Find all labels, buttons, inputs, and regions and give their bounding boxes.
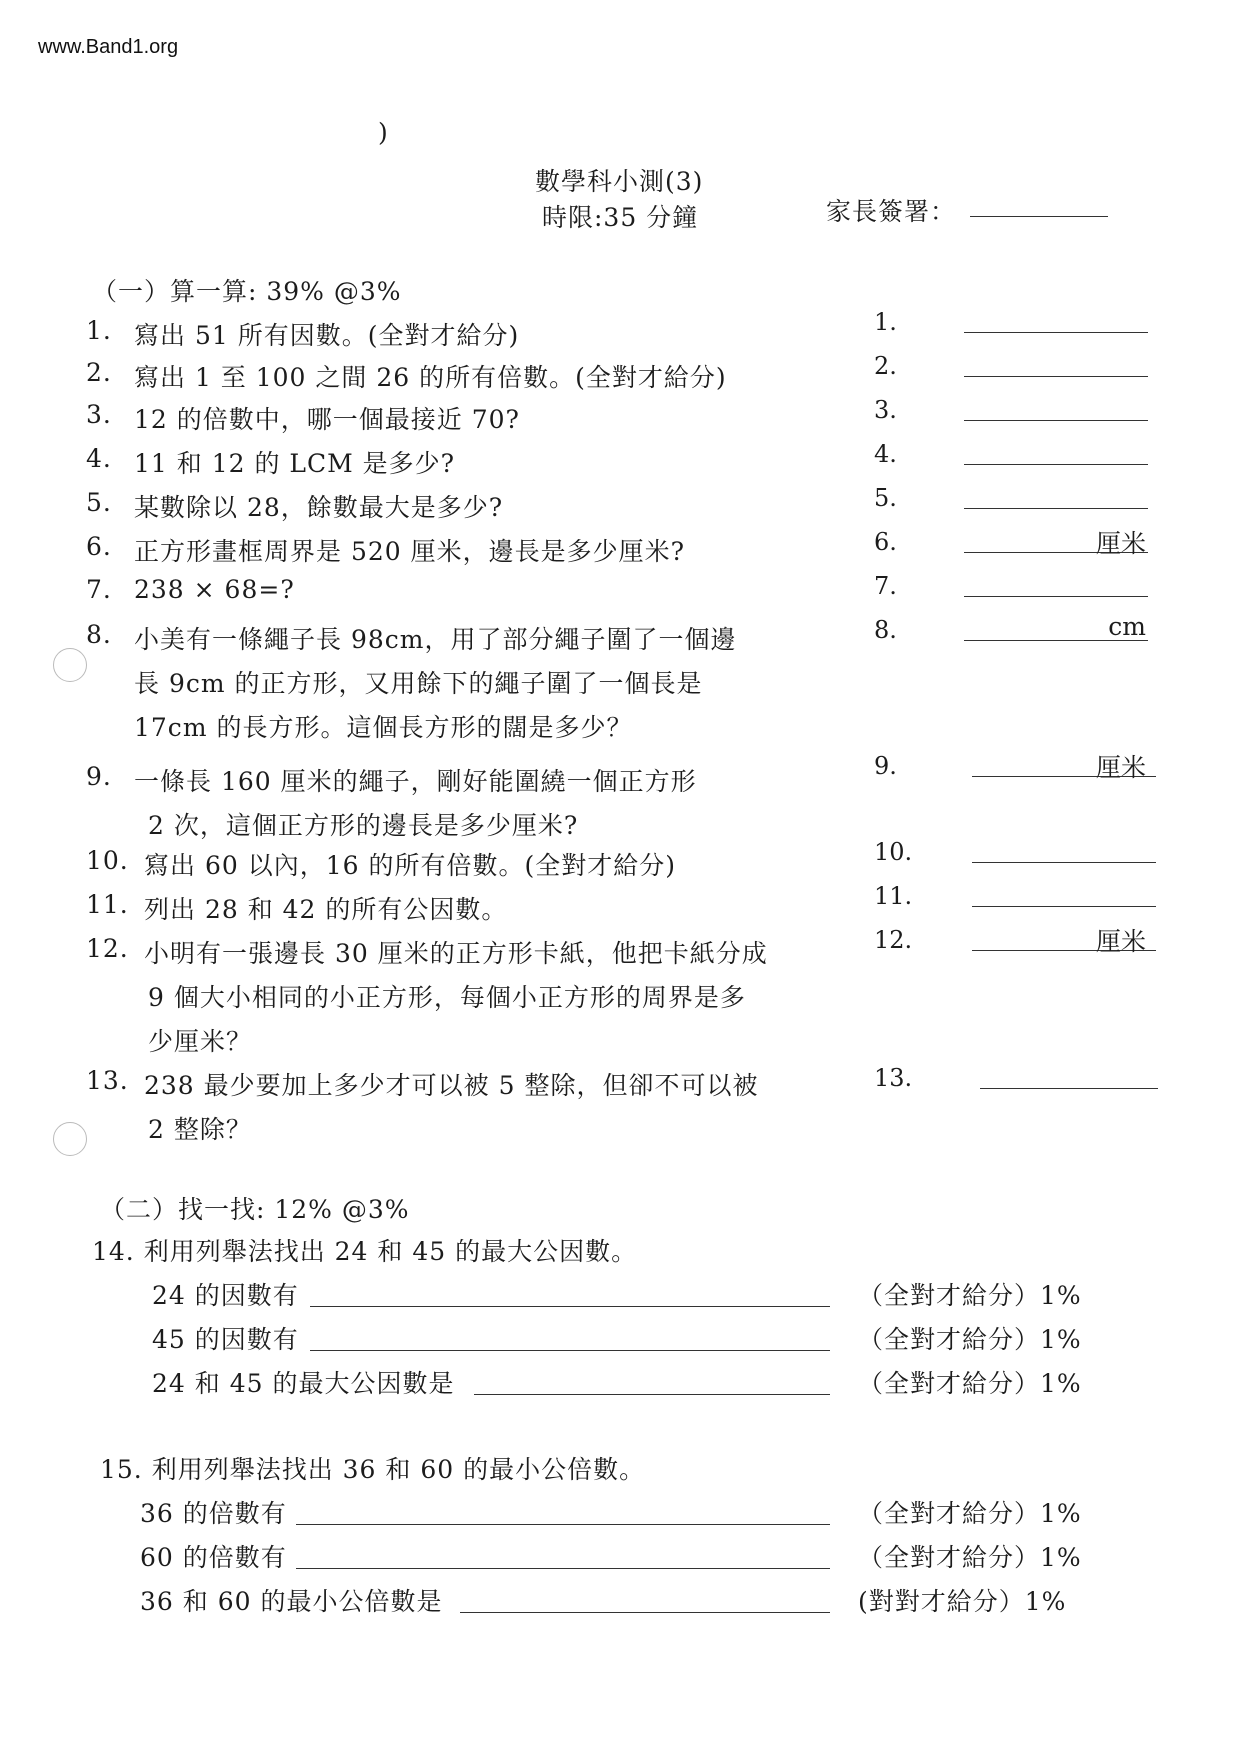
- answer-number: 8.: [874, 616, 897, 644]
- section1-heading: （一）算一算: 39% @3%: [92, 277, 402, 306]
- punch-hole: [53, 1122, 87, 1156]
- question-text: 某數除以 28，餘數最大是多少?: [134, 493, 504, 522]
- question-text: 238 × 68=?: [134, 575, 295, 604]
- question-text: 238 最少要加上多少才可以被 5 整除，但卻不可以被: [144, 1071, 759, 1100]
- parent-sign-label: 家長簽署：: [826, 197, 957, 226]
- fill-label: 36 的倍數有: [140, 1499, 287, 1528]
- fill-label: 45 的因數有: [152, 1325, 299, 1354]
- question-text: 少厘米？: [148, 1027, 253, 1056]
- question-number: 9.: [86, 762, 112, 791]
- answer-line[interactable]: [964, 376, 1148, 377]
- mark-note: （全對才給分）1%: [858, 1325, 1082, 1354]
- mark-note: （全對才給分）1%: [858, 1543, 1082, 1572]
- answer-unit: cm: [1108, 612, 1146, 641]
- question-text: 一條長 160 厘米的繩子，剛好能圍繞一個正方形: [134, 767, 697, 796]
- question-text: 小明有一張邊長 30 厘米的正方形卡紙，他把卡紙分成: [144, 939, 768, 968]
- site-watermark: www.Band1.org: [38, 36, 179, 58]
- section2-heading: （二）找一找: 12% @3%: [100, 1195, 410, 1224]
- question-text: 小美有一條繩子長 98cm，用了部分繩子圍了一個邊: [134, 625, 737, 654]
- question-number: 7.: [86, 575, 112, 604]
- answer-line[interactable]: [964, 332, 1148, 333]
- answer-line[interactable]: [964, 464, 1148, 465]
- answer-number: 12.: [874, 926, 913, 954]
- parent-sign-line[interactable]: [970, 216, 1108, 217]
- answer-number: 6.: [874, 528, 897, 556]
- fill-line[interactable]: [310, 1350, 830, 1351]
- question-text: 寫出 51 所有因數。(全對才給分): [134, 321, 520, 350]
- q15-title: 15. 利用列舉法找出 36 和 60 的最小公倍數。: [100, 1455, 646, 1484]
- stray-parenthesis: ): [378, 118, 389, 147]
- answer-number: 1.: [874, 308, 897, 336]
- fill-label: 24 和 45 的最大公因數是: [152, 1369, 455, 1398]
- fill-line[interactable]: [310, 1306, 830, 1307]
- answer-number: 5.: [874, 484, 897, 512]
- question-text: 9 個大小相同的小正方形，每個小正方形的周界是多: [148, 983, 746, 1012]
- answer-unit: 厘米: [1095, 753, 1146, 782]
- question-number: 3.: [86, 400, 112, 429]
- question-text: 2 整除？: [148, 1115, 252, 1144]
- answer-line[interactable]: [964, 420, 1148, 421]
- mark-note: （全對才給分）1%: [858, 1369, 1082, 1398]
- answer-number: 4.: [874, 440, 897, 468]
- question-text: 長 9cm 的正方形，又用餘下的繩子圍了一個長是: [134, 669, 703, 698]
- question-number: 13.: [86, 1066, 129, 1095]
- answer-unit: 厘米: [1095, 927, 1146, 956]
- fill-label: 24 的因數有: [152, 1281, 299, 1310]
- page-title: 數學科小測(3): [535, 167, 704, 196]
- question-number: 6.: [86, 532, 112, 561]
- question-text: 12 的倍數中，哪一個最接近 70?: [134, 405, 520, 434]
- time-limit: 時限:35 分鐘: [542, 203, 699, 232]
- answer-number: 2.: [874, 352, 897, 380]
- fill-line[interactable]: [474, 1394, 830, 1395]
- answer-number: 3.: [874, 396, 897, 424]
- question-text: 寫出 1 至 100 之間 26 的所有倍數。(全對才給分): [134, 363, 727, 392]
- question-text: 17cm 的長方形。這個長方形的闊是多少？: [134, 713, 633, 742]
- answer-line[interactable]: [980, 1088, 1158, 1089]
- question-number: 2.: [86, 358, 112, 387]
- question-text: 11 和 12 的 LCM 是多少?: [134, 449, 456, 478]
- mark-note: （全對才給分）1%: [858, 1499, 1082, 1528]
- fill-line[interactable]: [460, 1612, 830, 1613]
- question-number: 10.: [86, 846, 129, 875]
- question-number: 8.: [86, 620, 112, 649]
- question-text: 正方形畫框周界是 520 厘米，邊長是多少厘米?: [134, 537, 686, 566]
- answer-line[interactable]: [964, 596, 1148, 597]
- answer-number: 13.: [874, 1064, 913, 1092]
- question-number: 11.: [86, 890, 129, 919]
- question-text: 列出 28 和 42 的所有公因數。: [144, 895, 508, 924]
- q14-title: 14. 利用列舉法找出 24 和 45 的最大公因數。: [92, 1237, 638, 1266]
- answer-line[interactable]: [972, 862, 1156, 863]
- answer-number: 10.: [874, 838, 913, 866]
- fill-line[interactable]: [296, 1524, 830, 1525]
- fill-label: 60 的倍數有: [140, 1543, 287, 1572]
- question-number: 5.: [86, 488, 112, 517]
- answer-number: 11.: [874, 882, 913, 910]
- fill-line[interactable]: [296, 1568, 830, 1569]
- answer-unit: 厘米: [1095, 529, 1146, 558]
- punch-hole: [53, 648, 87, 682]
- answer-line[interactable]: [964, 508, 1148, 509]
- question-text: 2 次，這個正方形的邊長是多少厘米?: [148, 811, 579, 840]
- fill-label: 36 和 60 的最小公倍數是: [140, 1587, 443, 1616]
- question-number: 1.: [86, 316, 112, 345]
- question-number: 12.: [86, 934, 129, 963]
- answer-number: 7.: [874, 572, 897, 600]
- question-number: 4.: [86, 444, 112, 473]
- mark-note: (對對才給分）1%: [858, 1587, 1067, 1616]
- answer-number: 9.: [874, 752, 897, 780]
- answer-line[interactable]: [972, 906, 1156, 907]
- question-text: 寫出 60 以內，16 的所有倍數。(全對才給分): [144, 851, 676, 880]
- mark-note: （全對才給分）1%: [858, 1281, 1082, 1310]
